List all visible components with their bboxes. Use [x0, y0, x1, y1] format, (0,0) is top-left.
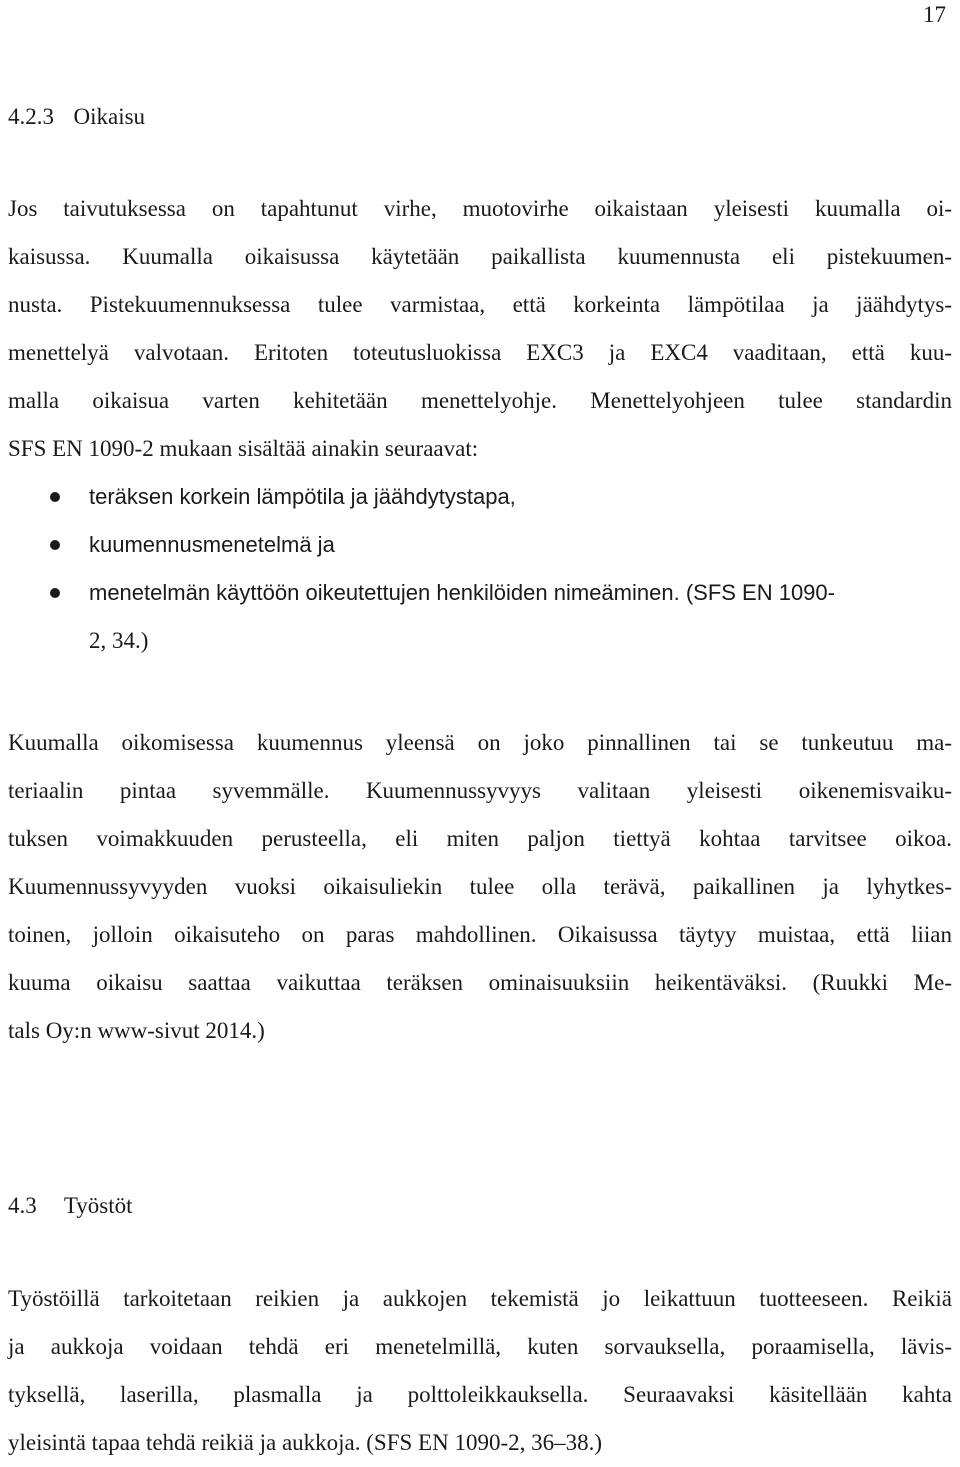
- bullet-icon: [50, 492, 60, 502]
- section-title: Oikaisu: [73, 104, 146, 129]
- paragraph-line: tals Oy:n www-sivut 2014.): [8, 1018, 265, 1043]
- list-item-text: menetelmän käyttöön oikeutettujen henkilöiden nimeäminen. (SFS EN 1090-: [89, 580, 835, 605]
- paragraph-line: ja aukkoja voidaan tehdä eri menetelmillä, kuten sorvauksella, poraamisella, lävis-: [8, 1334, 952, 1359]
- list-item: [0, 522, 960, 570]
- paragraph-line: Työstöillä tarkoitetaan reikien ja aukkojen tekemistä jo leikattuun tuotteeseen. Reikiä: [8, 1286, 952, 1311]
- section-title: Työstöt: [63, 1193, 133, 1218]
- paragraph-line: nusta. Pistekuumennuksessa tulee varmistaa, että korkeinta lämpötilaa ja jäähdytys-: [8, 292, 952, 317]
- list-item-continuation: 2, 34.): [89, 628, 149, 653]
- bullet-icon: [50, 588, 60, 598]
- paragraph-line: SFS EN 1090-2 mukaan sisältää ainakin seuraavat:: [8, 436, 479, 461]
- requirements-list: [0, 474, 960, 666]
- paragraph-oikaisu-intro: [8, 185, 952, 473]
- paragraph-line: yleisintä tapaa tehdä reikiä ja aukkoja. (SFS EN 1090-2, 36–38.): [8, 1430, 603, 1455]
- paragraph-line: kuuma oikaisu saattaa vaikuttaa teräksen ominaisuuksiin heikentäväksi. (Ruukki Me-: [8, 970, 952, 995]
- page-number: 17: [923, 2, 946, 27]
- paragraph-line: Kuumalla oikomisessa kuumennus yleensä on joko pinnallinen tai se tunkeutuu ma-: [8, 730, 952, 755]
- paragraph-line: toinen, jolloin oikaisuteho on paras mahdollinen. Oikaisussa täytyy muistaa, että liian: [8, 922, 952, 947]
- paragraph-line: malla oikaisua varten kehitetään menettelyohje. Menettelyohjeen tulee standardin: [8, 388, 952, 413]
- paragraph-kuumalla-oikominen: [8, 719, 952, 1055]
- paragraph-line: teriaalin pintaa syvemmälle. Kuumennussyvyys valitaan yleisesti oikenemisvaiku-: [8, 778, 952, 803]
- paragraph-line: tyksellä, laserilla, plasmalla ja polttoleikkauksella. Seuraavaksi käsitellään kahta: [8, 1382, 952, 1407]
- paragraph-line: Kuumennussyvyyden vuoksi oikaisuliekin tulee olla terävä, paikallinen ja lyhytkes-: [8, 874, 952, 899]
- paragraph-line: kaisussa. Kuumalla oikaisussa käytetään paikallista kuumennusta eli pistekuumen-: [8, 244, 952, 269]
- list-item: [0, 474, 960, 522]
- section-number: 4.3: [8, 1193, 37, 1218]
- section-heading-4-3: [8, 1193, 133, 1219]
- paragraph-line: tuksen voimakkuuden perusteella, eli miten paljon tiettyä kohtaa tarvitsee oikoa.: [8, 826, 952, 851]
- list-item-text: kuumennusmenetelmä ja: [89, 532, 335, 557]
- list-item: [0, 570, 960, 666]
- bullet-icon: [50, 540, 60, 550]
- paragraph-tyostot: [8, 1275, 952, 1467]
- paragraph-line: menettelyä valvotaan. Eritoten toteutusluokissa EXC3 ja EXC4 vaaditaan, että kuu-: [8, 340, 952, 365]
- list-item-text: teräksen korkein lämpötila ja jäähdytystapa,: [89, 484, 516, 509]
- section-number: 4.2.3: [8, 104, 54, 129]
- section-heading-4-2-3: [8, 104, 145, 130]
- paragraph-line: Jos taivutuksessa on tapahtunut virhe, muotovirhe oikaistaan yleisesti kuumalla oi-: [8, 196, 952, 221]
